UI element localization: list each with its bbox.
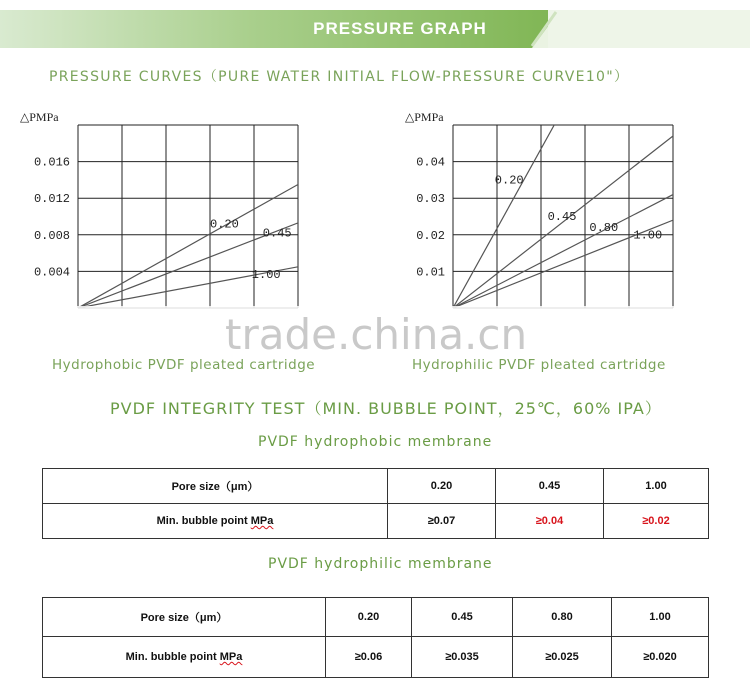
integrity-test-title: PVDF INTEGRITY TEST（MIN. BUBBLE POINT，25℃，60% IPA） xyxy=(110,399,662,418)
pore-size-label: Pore size（μm） xyxy=(43,598,326,637)
pore-size-label: Pore size（μm） xyxy=(43,469,388,504)
y-tick-label: 0.03 xyxy=(416,192,445,207)
series-line-0.20 xyxy=(453,125,554,308)
bubble-point-label xyxy=(43,504,388,539)
y-tick-label: 0.016 xyxy=(33,155,70,170)
series-label-1.00: 1.00 xyxy=(633,228,663,243)
y-tick-label: 0.004 xyxy=(33,265,70,280)
page-title: PRESSURE GRAPH xyxy=(313,19,487,38)
table-cell: ≥0.025 xyxy=(513,637,612,678)
chart-subtitle: PRESSURE CURVES（PURE WATER INITIAL FLOW-PRESSURE CURVE10"） xyxy=(49,69,630,85)
bubble-point-label xyxy=(43,637,326,678)
series-line-0.20 xyxy=(78,184,298,308)
table-cell: 0.20 xyxy=(388,469,496,504)
series-label-0.45: 0.45 xyxy=(547,210,577,225)
table-row xyxy=(43,637,709,678)
table-row xyxy=(43,504,709,539)
series-label-0.80: 0.80 xyxy=(589,221,619,236)
table-cell: 0.45 xyxy=(412,598,513,637)
table-cell: 0.45 xyxy=(496,469,604,504)
hydrophobic-membrane-title: PVDF hydrophobic membrane xyxy=(258,434,493,450)
table-cell: 0.80 xyxy=(513,598,612,637)
y-axis-label: △PMPa xyxy=(405,110,444,124)
y-tick-label: 0.02 xyxy=(416,228,445,243)
table-cell: 0.20 xyxy=(326,598,412,637)
table-cell: ≥0.07 xyxy=(388,504,496,539)
y-tick-label: 0.04 xyxy=(416,155,445,170)
series-label-0.45: 0.45 xyxy=(262,226,292,241)
watermark: trade.china.cn xyxy=(225,310,528,359)
series-label-0.20: 0.20 xyxy=(210,217,239,232)
y-tick-label: 0.012 xyxy=(33,192,70,207)
y-tick-label: 0.008 xyxy=(33,228,70,243)
hydrophilic-table xyxy=(42,597,709,678)
table-cell: ≥0.02 xyxy=(604,504,709,539)
hydrophobic-table xyxy=(42,468,709,539)
hydrophilic-chart-caption: Hydrophilic PVDF pleated cartridge xyxy=(412,357,666,373)
hydrophobic-chart xyxy=(20,105,320,320)
y-axis-label: △PMPa xyxy=(20,110,59,124)
y-tick-label: 0.01 xyxy=(416,265,445,280)
series-label-0.20: 0.20 xyxy=(494,173,524,188)
table-row xyxy=(43,469,709,504)
bubble-point-label-text: Min. bubble point MPa xyxy=(125,651,243,663)
hydrophilic-membrane-title: PVDF hydrophilic membrane xyxy=(268,556,493,572)
table-cell: ≥0.04 xyxy=(496,504,604,539)
hydrophobic-chart-caption: Hydrophobic PVDF pleated cartridge xyxy=(52,357,316,373)
bubble-point-label-text: Min. bubble point MPa xyxy=(156,515,274,527)
table-cell: ≥0.06 xyxy=(326,637,412,678)
unit-mpa: MPa xyxy=(219,651,243,663)
hydrophilic-chart xyxy=(400,100,690,320)
table-cell: 1.00 xyxy=(604,469,709,504)
table-cell: ≥0.035 xyxy=(412,637,513,678)
unit-mpa: MPa xyxy=(250,515,274,527)
series-label-1.00: 1.00 xyxy=(251,267,281,282)
table-row xyxy=(43,598,709,637)
table-cell: 1.00 xyxy=(612,598,709,637)
table-cell: ≥0.020 xyxy=(612,637,709,678)
